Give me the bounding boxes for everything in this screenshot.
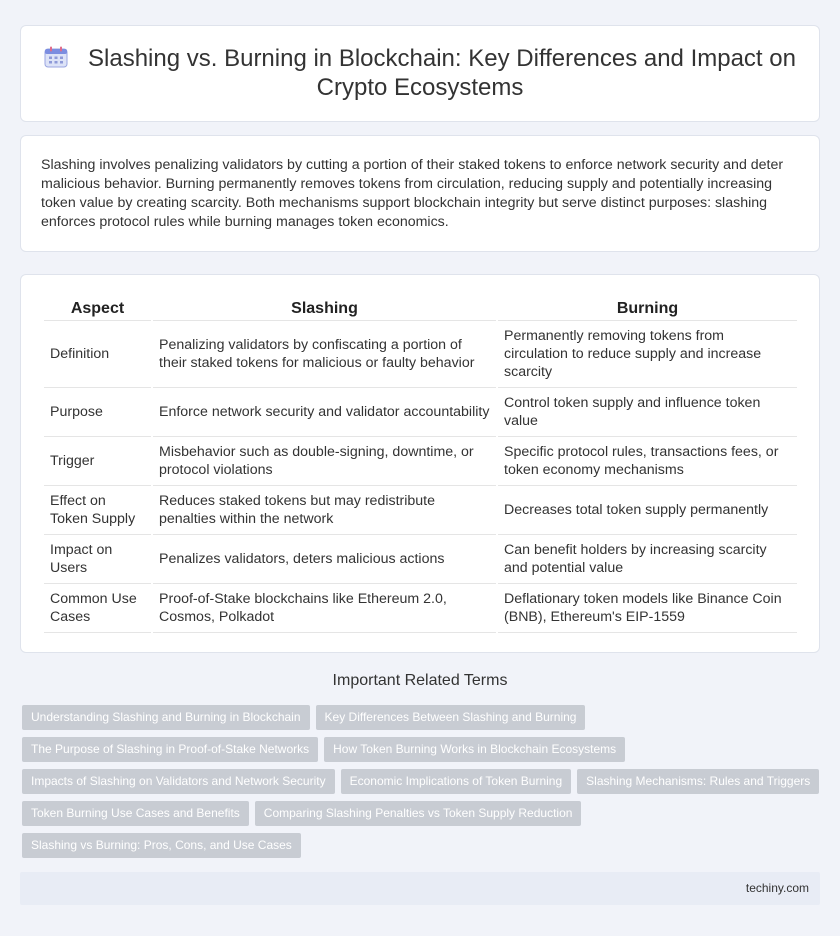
tag-row <box>22 801 822 833</box>
table-row <box>44 535 797 584</box>
tag-row <box>22 833 822 865</box>
cell-slashing: Reduces staked tokens but may redistribute penalties within the network <box>153 486 496 535</box>
related-term-link[interactable]: How Token Burning Works in Blockchain Ecosystems <box>324 737 625 762</box>
cell-aspect: Effect on Token Supply <box>44 486 151 535</box>
footer <box>20 872 820 905</box>
cell-aspect: Trigger <box>44 437 151 486</box>
related-terms-list <box>22 705 822 865</box>
page-title-text: Slashing vs. Burning in Blockchain: Key Differences and Impact on Crypto Ecosystems <box>88 45 796 101</box>
related-term-link[interactable]: Slashing vs Burning: Pros, Cons, and Use Cases <box>22 833 301 858</box>
cell-slashing: Penalizing validators by confiscating a portion of their staked tokens for malicious or faulty behavior <box>153 321 496 388</box>
cell-burning: Decreases total token supply permanently <box>498 486 797 535</box>
related-term-link[interactable]: Key Differences Between Slashing and Burning <box>316 705 586 730</box>
cell-burning: Deflationary token models like Binance Coin (BNB), Ethereum's EIP-1559 <box>498 584 797 633</box>
related-term-link[interactable]: Comparing Slashing Penalties vs Token Supply Reduction <box>255 801 582 826</box>
cell-slashing: Proof-of-Stake blockchains like Ethereum 2.0, Cosmos, Polkadot <box>153 584 496 633</box>
related-terms-title: Important Related Terms <box>332 672 508 689</box>
header-aspect: Aspect <box>44 295 151 321</box>
comparison-table <box>42 295 799 633</box>
related-term-link[interactable]: The Purpose of Slashing in Proof-of-Stake Networks <box>22 737 318 762</box>
intro-paragraph: Slashing involves penalizing validators by cutting a portion of their staked tokens to enforce network security and deter malicious behavior. Burning permanently removes tokens from circulation, reducing supply and potentially increasing token value by creating scarcity. Both mechanisms support blockchain integrity but serve distinct purposes: slashing enforces protocol rules while burning manages token economics. <box>41 157 784 230</box>
cell-burning: Can benefit holders by increasing scarcity and potential value <box>498 535 797 584</box>
tag-row <box>22 737 822 769</box>
cell-slashing: Enforce network security and validator accountability <box>153 388 496 437</box>
related-term-link[interactable]: Slashing Mechanisms: Rules and Triggers <box>577 769 819 794</box>
related-term-link[interactable]: Economic Implications of Token Burning <box>341 769 572 794</box>
title-wrap <box>21 44 819 102</box>
cell-aspect: Common Use Cases <box>44 584 151 633</box>
table-header-row <box>44 295 797 321</box>
footer-site-link[interactable]: techiny.com <box>745 881 809 895</box>
cell-slashing: Penalizes validators, deters malicious actions <box>153 535 496 584</box>
cell-burning: Permanently removing tokens from circulation to reduce supply and increase scarcity <box>498 321 797 388</box>
table-row <box>44 388 797 437</box>
cell-burning: Control token supply and influence token value <box>498 388 797 437</box>
related-term-link[interactable]: Token Burning Use Cases and Benefits <box>22 801 249 826</box>
comparison-table-card <box>20 274 820 653</box>
header-burning: Burning <box>498 295 797 321</box>
intro-card <box>20 135 820 252</box>
related-term-link[interactable]: Impacts of Slashing on Validators and Network Security <box>22 769 335 794</box>
calendar-icon <box>44 46 68 68</box>
page-title <box>21 44 819 102</box>
cell-aspect: Purpose <box>44 388 151 437</box>
table-row <box>44 486 797 535</box>
header-slashing: Slashing <box>153 295 496 321</box>
tag-row <box>22 769 822 801</box>
cell-aspect: Impact on Users <box>44 535 151 584</box>
table-row <box>44 584 797 633</box>
related-term-link[interactable]: Understanding Slashing and Burning in Blockchain <box>22 705 310 730</box>
table-row <box>44 321 797 388</box>
tag-row <box>22 705 822 737</box>
table-row <box>44 437 797 486</box>
cell-burning: Specific protocol rules, transactions fees, or token economy mechanisms <box>498 437 797 486</box>
cell-aspect: Definition <box>44 321 151 388</box>
cell-slashing: Misbehavior such as double-signing, downtime, or protocol violations <box>153 437 496 486</box>
header-card <box>20 25 820 122</box>
